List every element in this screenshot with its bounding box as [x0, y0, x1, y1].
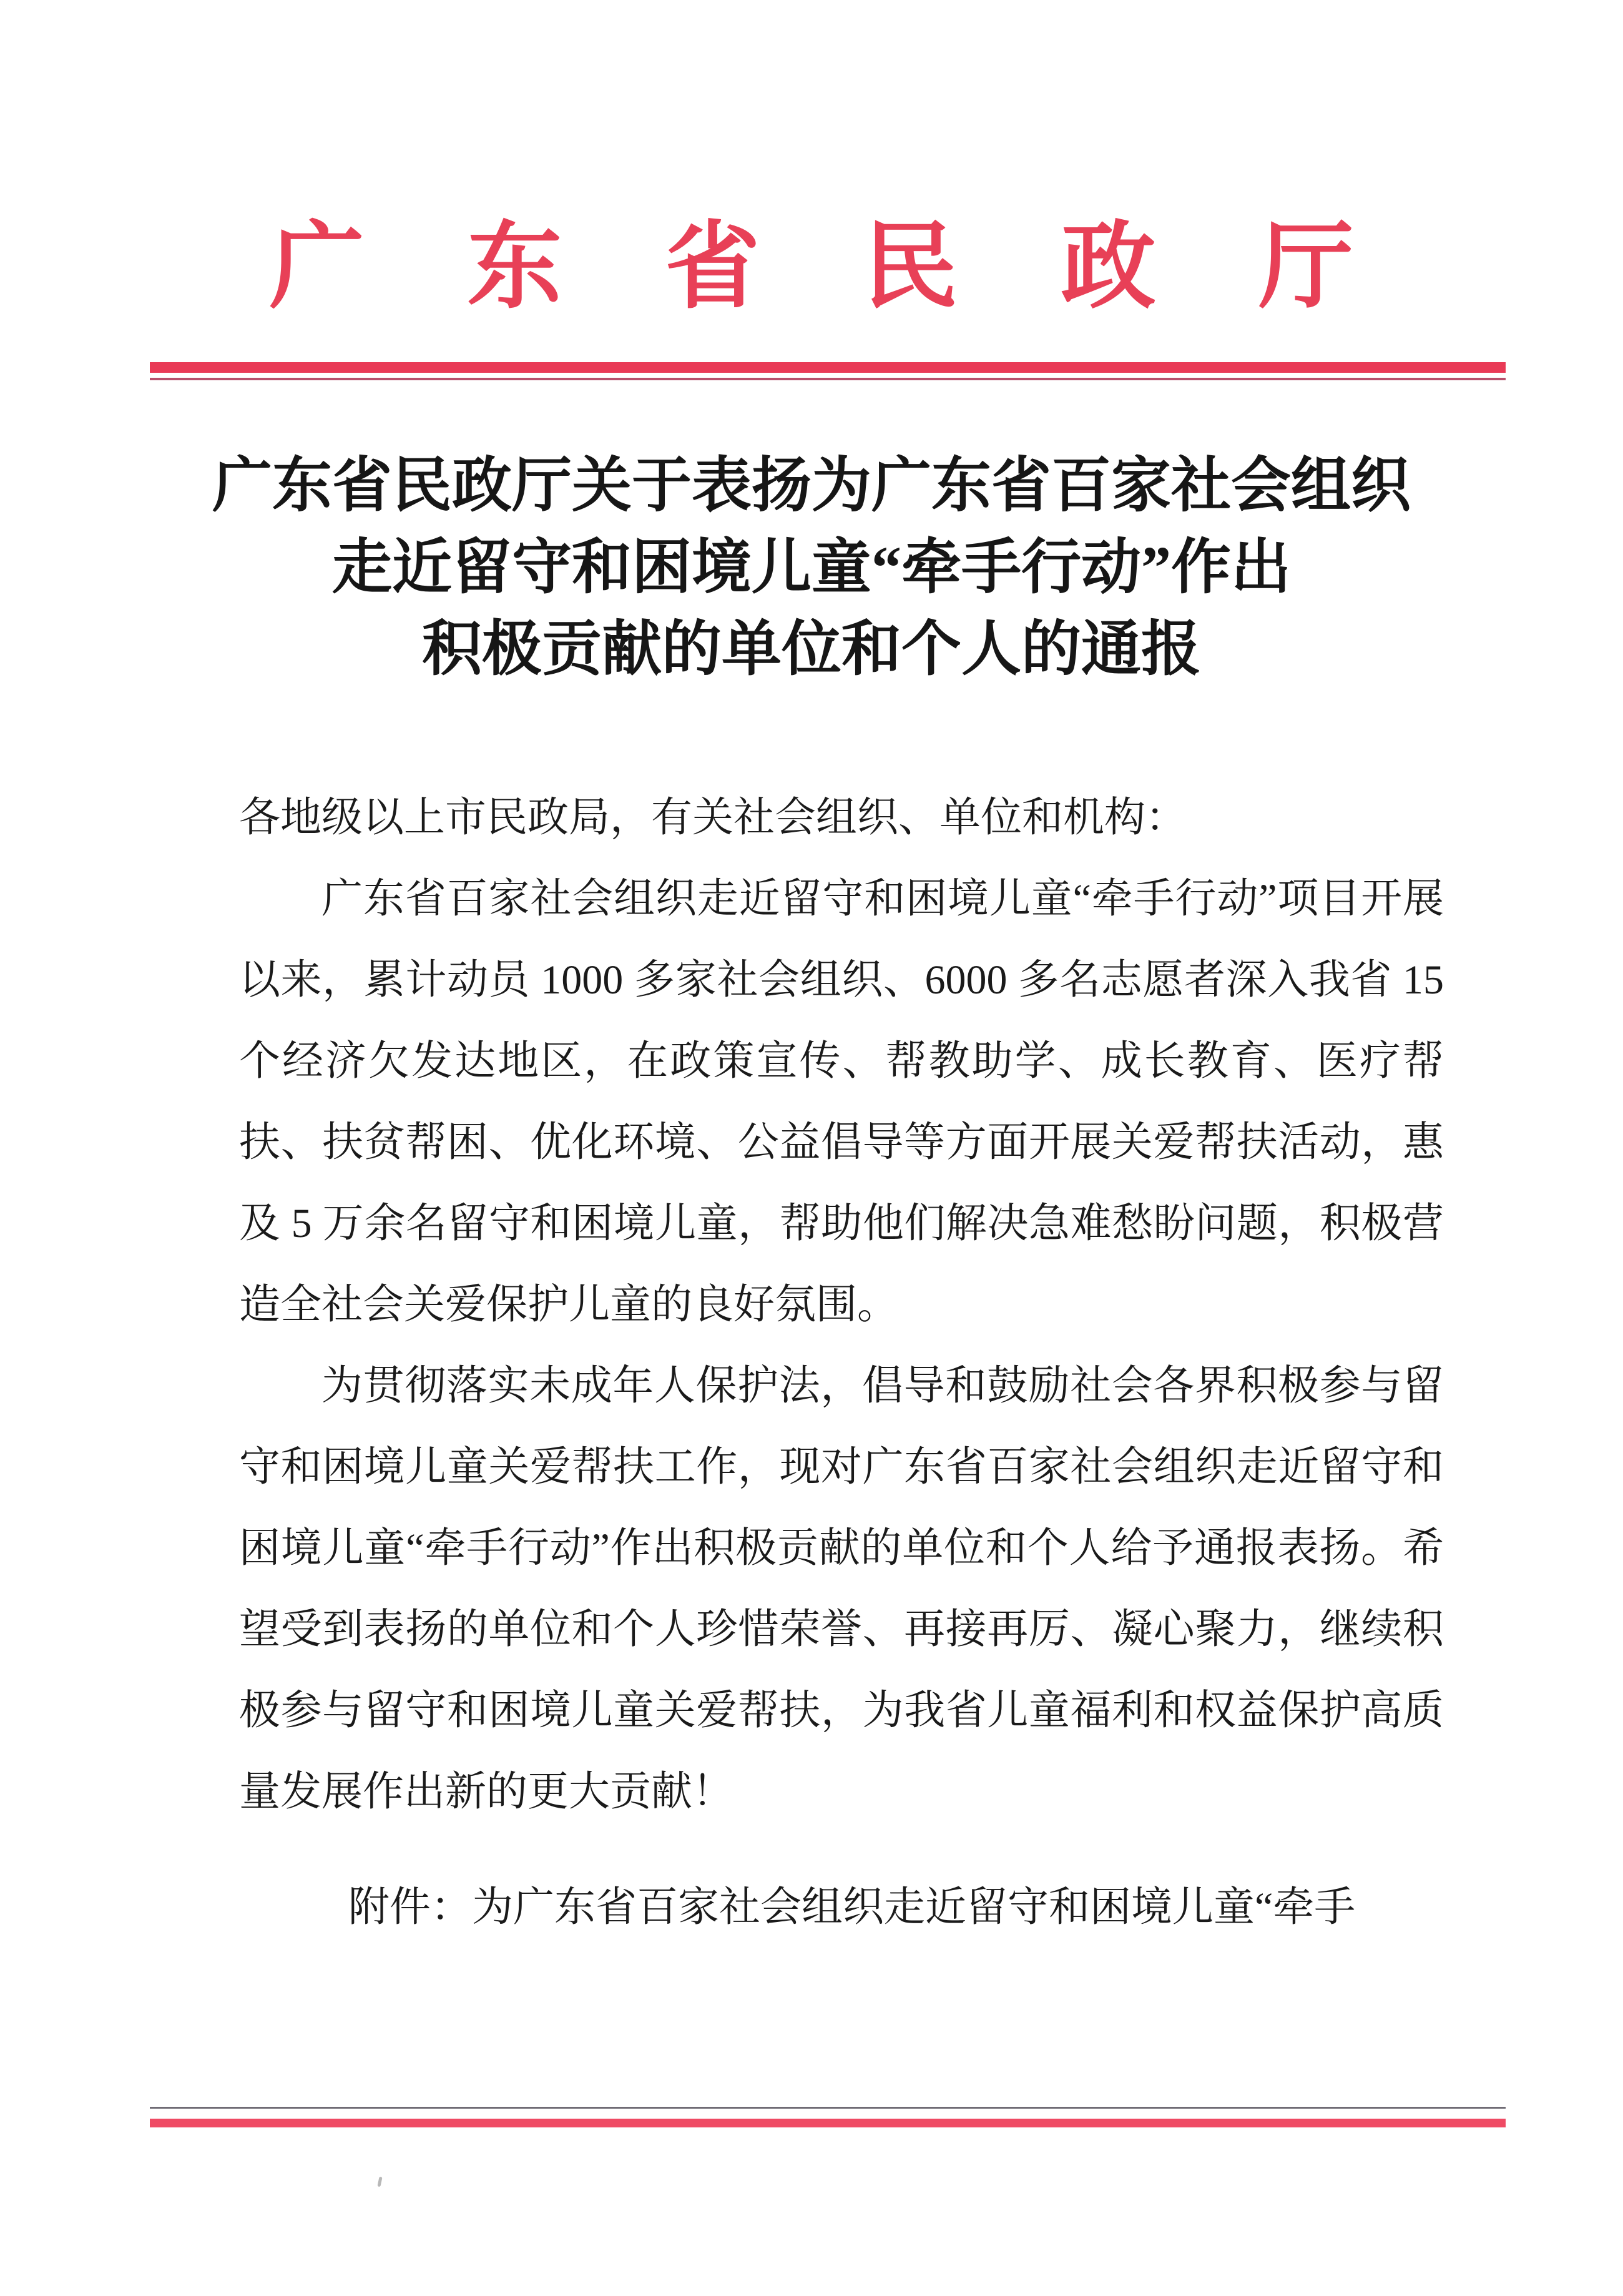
- footer-rule-thin: [150, 2107, 1506, 2109]
- attachment-label: 附件：: [348, 1885, 472, 1930]
- body-paragraph-1: 广东省百家社会组织走近留守和困境儿童“牵手行动”项目开展以来，累计动员 1000 多家社会组织、6000 多名志愿者深入我省 15 个经济欠发达地区，在政策宣传、帮教助学、成长教育、医疗帮扶、扶贫帮困、优化环境、公益倡导等方面开展关爱帮扶活动，惠及 5 万余名留守和困境儿童，帮助他们解决急难愁盼问题，积极营造全社会关爱保护儿童的良好氛围。: [239, 876, 1444, 1328]
- footer-rule-thick: [150, 2119, 1506, 2127]
- letterhead-rule-thick: [150, 362, 1506, 373]
- scan-speck-artifact: [377, 2177, 382, 2187]
- document-title-line-3: 积极贡献的单位和个人的通报: [422, 616, 1201, 682]
- letterhead-org-name: 广东省民政厅: [269, 215, 1457, 320]
- attachment-text: 为广东省百家社会组织走近留守和困境儿童“牵手: [472, 1885, 1356, 1930]
- document-body: [239, 777, 1444, 1833]
- letterhead-rule-thin: [150, 378, 1506, 380]
- document-title: [94, 445, 1529, 690]
- salutation-line: 各地级以上市民政局，有关社会组织、单位和机构：: [239, 795, 1187, 840]
- attachment-line: [239, 1867, 1481, 1948]
- document-title-line-2: 走近留守和困境儿童“牵手行动”作出: [332, 534, 1291, 601]
- body-paragraph-2: 为贯彻落实未成年人保护法，倡导和鼓励社会各界积极参与留守和困境儿童关爱帮扶工作，现对广东省百家社会组织走近留守和困境儿童“牵手行动”作出积极贡献的单位和个人给予通报表扬。希望受到表扬的单位和个人珍惜荣誉、再接再厉、凝心聚力，继续积极参与留守和困境儿童关爱帮扶，为我省儿童福利和权益保护高质量发展作出新的更大贡献！: [239, 1363, 1444, 1815]
- document-title-line-1: 广东省民政厅关于表扬为广东省百家社会组织: [212, 452, 1411, 519]
